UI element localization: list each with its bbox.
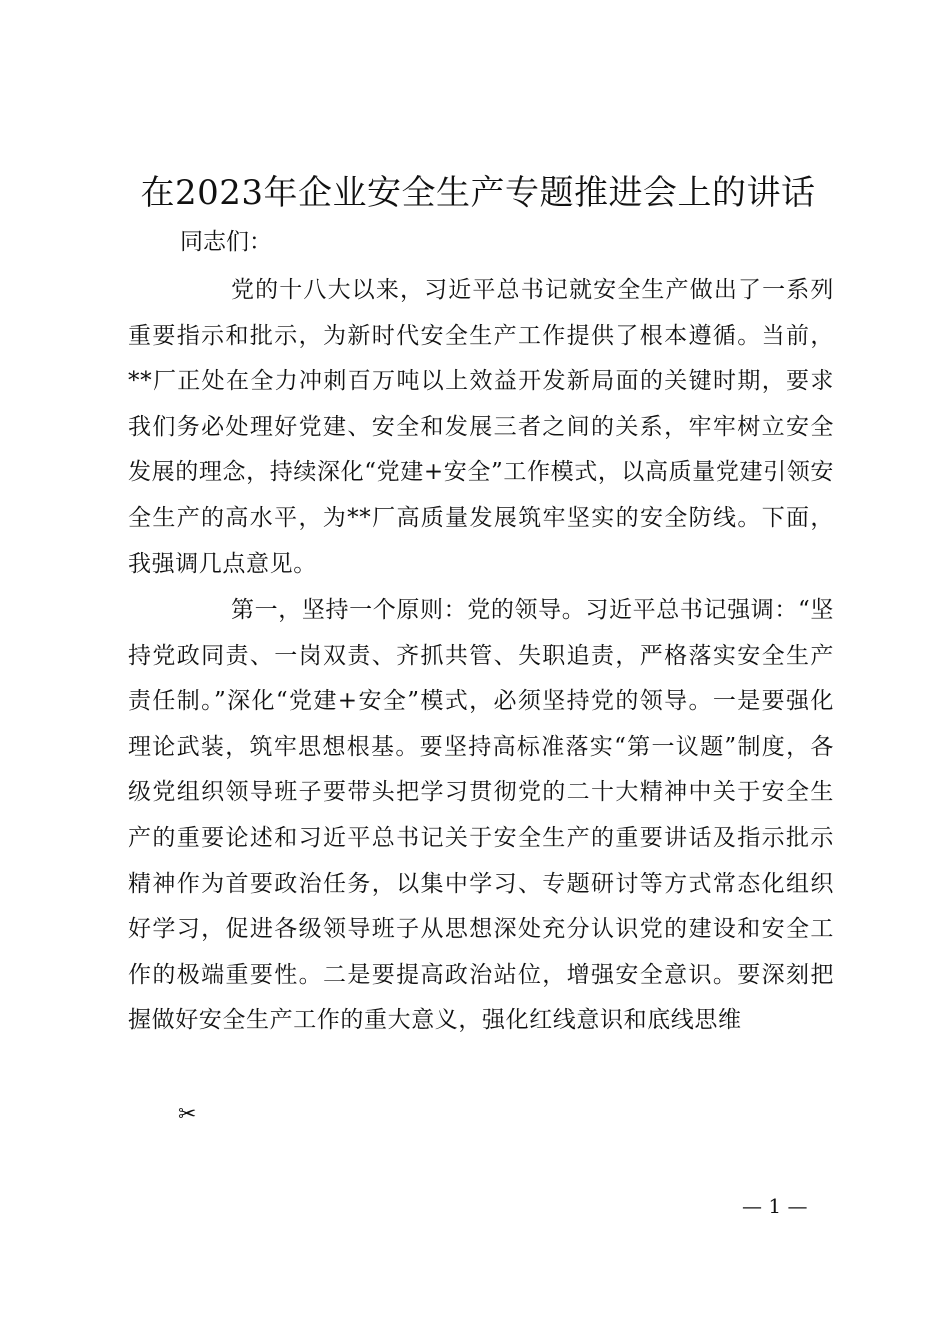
- body-paragraph-1: 党的十八大以来，习近平总书记就安全生产做出了一系列重要指示和批示，为新时代安全生产工作提供了根本遵循。当前，**厂正处在全力冲刺百万吨以上效益开发新局面的关键时期，要求我们务必处理好党建、安全和发展三者之间的关系，牢牢树立安全发展的理念，持续深化“党建+安全”工作模式，以高质量党建引领安全生产的高水平，为**厂高质量发展筑牢坚实的安全防线。下面，我强调几点意见。: [128, 277, 834, 577]
- document-title: 在2023年企业安全生产专题推进会上的讲话: [140, 173, 816, 213]
- page-number: — 1 —: [742, 1194, 808, 1218]
- body-paragraph-2: 第一，坚持一个原则：党的领导。习近平总书记强调：“坚持党政同责、一岗双责、齐抓共管、失职追责，严格落实安全生产责任制。”深化“党建+安全”模式，必须坚持党的领导。一是要强化理论武装，筑牢思想根基。要坚持高标准落实“第一议题”制度，各级党组织领导班子要带头把学习贯彻党的二十大精神中关于安全生产的重要论述和习近平总书记关于安全生产的重要讲话及指示批示精神作为首要政治任务，以集中学习、专题研讨等方式常态化组织好学习，促进各级领导班子从思想深处充分认识党的建设和安全工作的极端重要性。二是要提高政治站位，增强安全意识。要深刻把握做好安全生产工作的重大意义，强化红线意识和底线思维: [128, 597, 834, 1034]
- salutation: 同志们：: [180, 229, 272, 255]
- scissors-icon: ✂: [178, 1102, 197, 1127]
